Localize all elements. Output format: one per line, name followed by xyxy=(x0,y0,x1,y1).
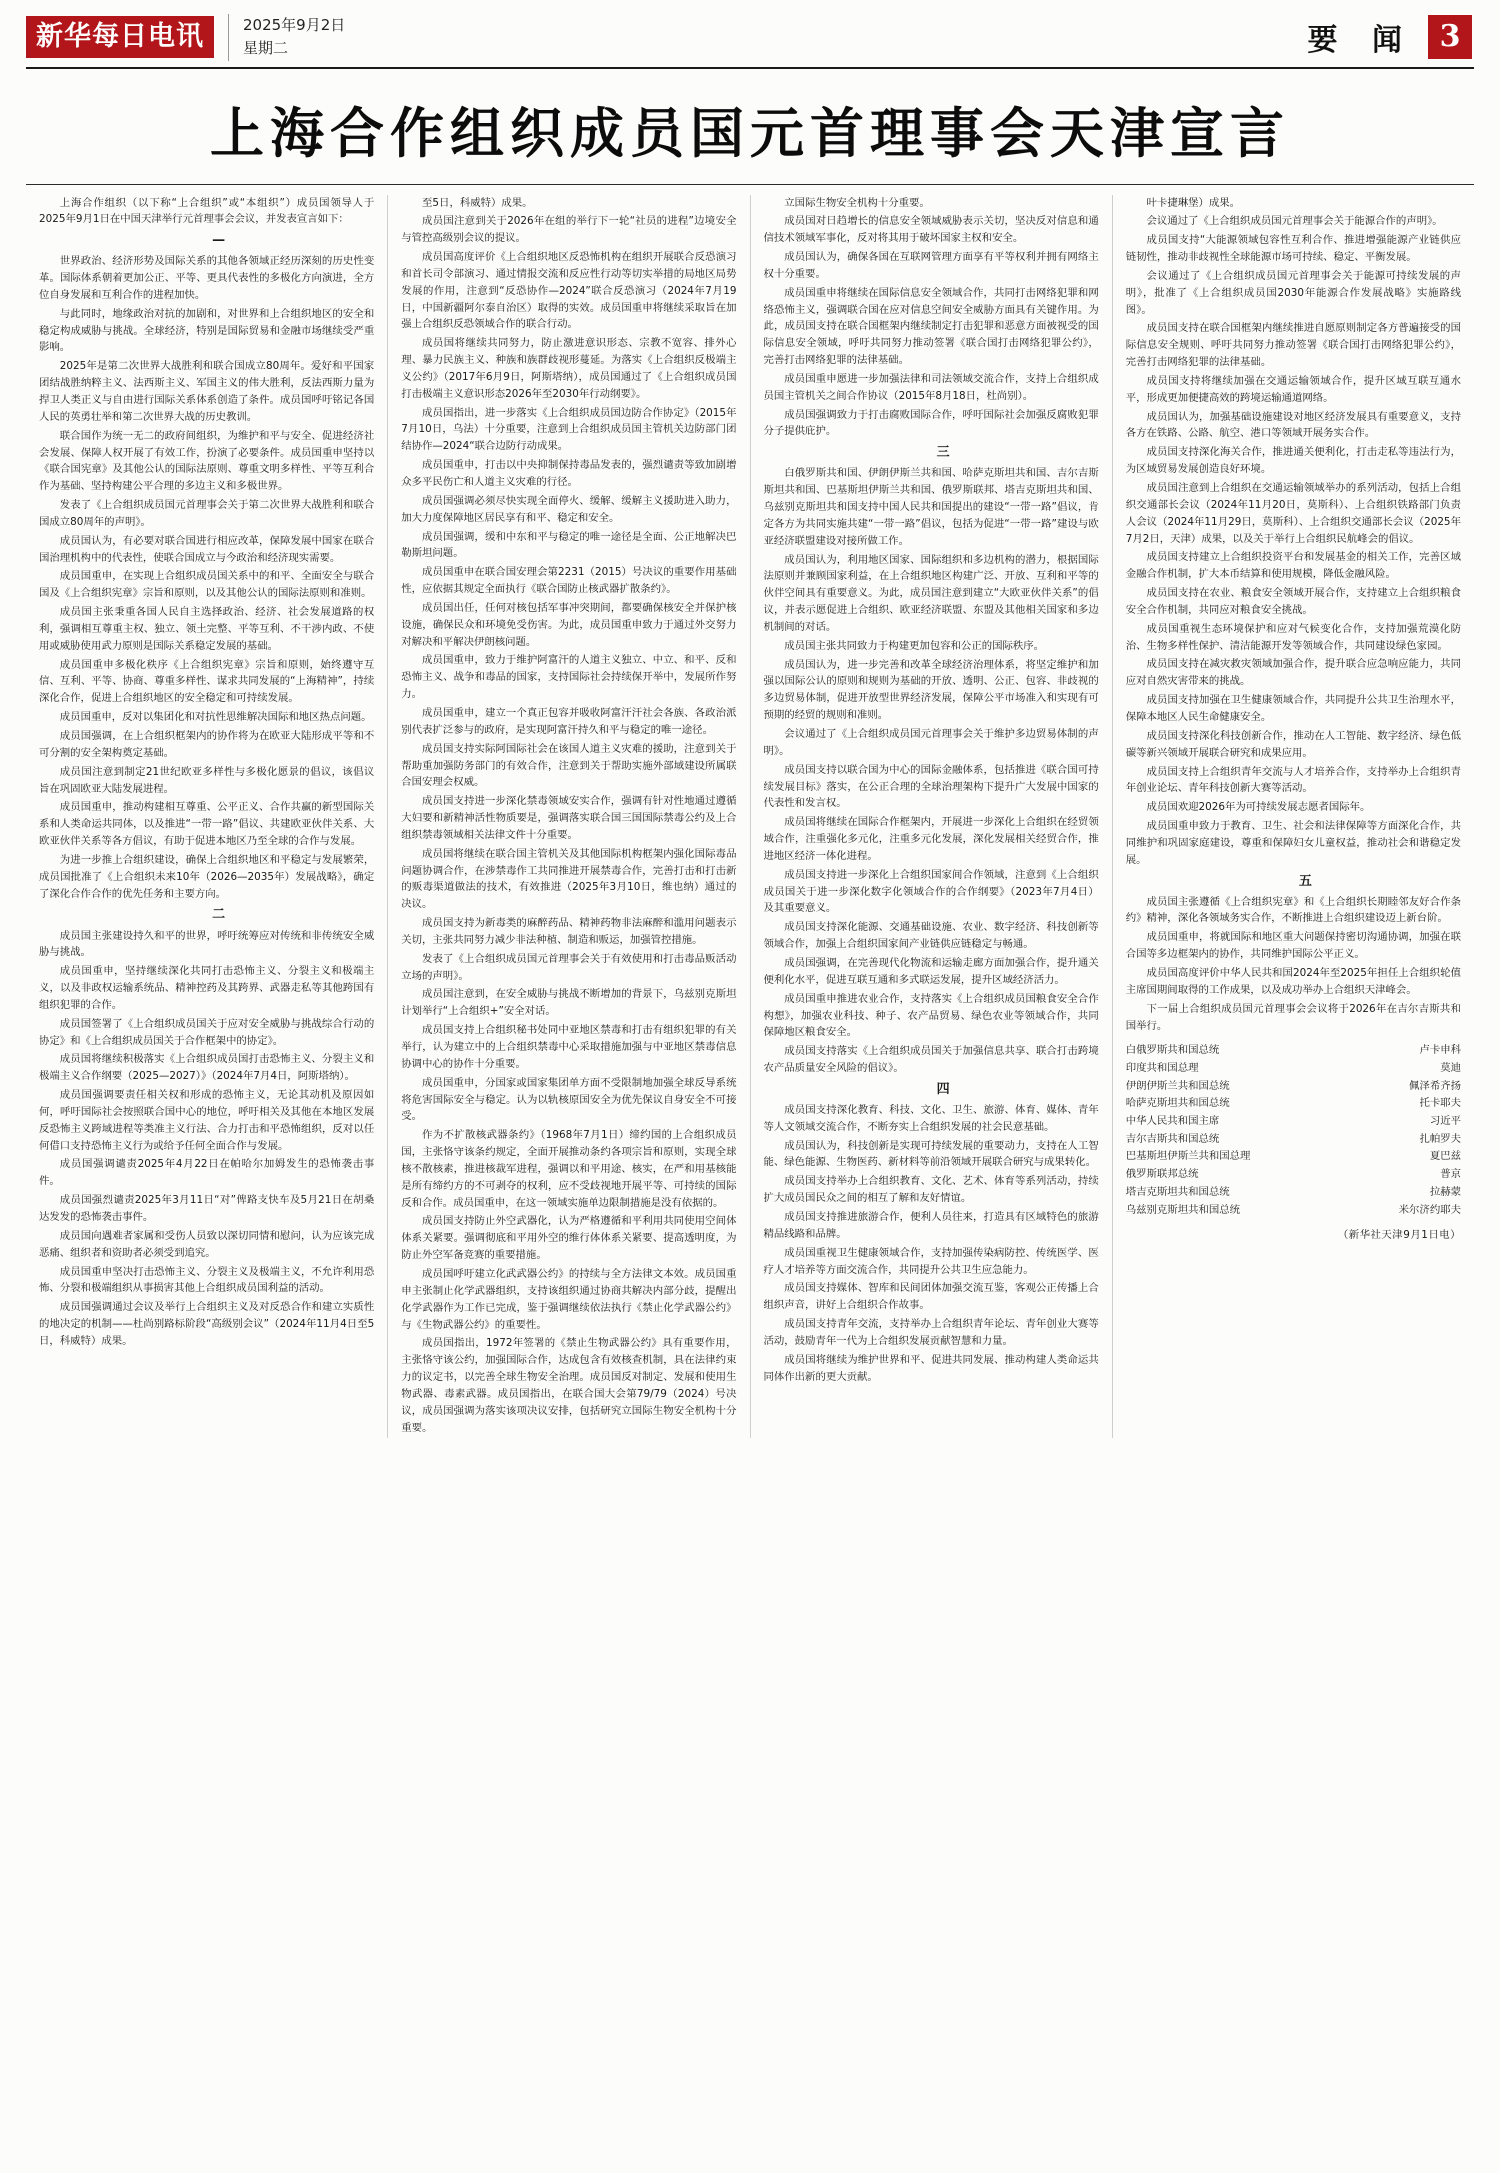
page-number-badge: 3 xyxy=(1428,15,1472,59)
article-paragraph: 成员国认为，进一步完善和改革全球经济治理体系，将坚定维护和加强以国际公认的原则和规则为基础的开放、透明、公正、包容、非歧视的多边贸易体制，促进开放型世界经济发展，保障公平市场准入和实现有可预期的经贸的规则和准则。 xyxy=(763,658,1099,722)
article-paragraph: 成员国重申，在实现上合组织成员国关系中的和平、全面安全与联合国及《上合组织宪章》宗旨和原则，以及其他公认的国际法原则和准则。 xyxy=(39,570,375,600)
article-paragraph: 成员国强调，在上合组织框架内的协作将为在欧亚大陆形成平等和不可分割的安全架构奠定基础。 xyxy=(39,730,375,759)
article-paragraph: 成员国重申，推动构建相互尊重、公平正义、合作共赢的新型国际关系和人类命运共同体，以及推进“一带一路”倡议、共建欧亚伙伴关系、大欧亚伙伴关系等各方倡议，有助于促进本地区乃至全球的合作与发展。 xyxy=(39,801,375,848)
article-paragraph: 会议通过了《上合组织成员国元首理事会关于能源可持续发展的声明》，批准了《上合组织成员国2030年能源合作发展战略》实施路线图》。 xyxy=(1125,269,1461,316)
article-paragraph: 成员国重申愿进一步加强法律和司法领域交流合作，支持上合组织成员国主管机关之间合作协议（2015年8月18日，杜尚别）。 xyxy=(763,372,1099,402)
article-paragraph: 成员国支持深化海关合作，推进通关便利化，打击走私等违法行为，为区域贸易发展创造良好环境。 xyxy=(1125,446,1461,476)
article-paragraph: 成员国重申在联合国安理会第2231（2015）号决议的重要作用基础性，应依据其规定全面执行《联合国防止核武器扩散条约》。 xyxy=(401,566,737,596)
article-paragraph: 成员国将继续积极落实《上合组织成员国打击恐怖主义、分裂主义和极端主义合作纲要（2025—2027）》（2024年7月4日，阿斯塔纳）。 xyxy=(39,1053,375,1083)
article-column-2 xyxy=(388,195,750,1439)
article-paragraph: 成员国支持深化科技创新合作，推动在人工智能、数字经济、绿色低碳等新兴领域开展联合研究和成果应用。 xyxy=(1125,729,1461,759)
article-byline: （新华社天津9月1日电） xyxy=(1337,1229,1461,1242)
signatory-country: 伊朗伊斯兰共和国总统 xyxy=(1125,1079,1230,1092)
masthead-spacer xyxy=(345,14,1307,61)
signatory-name: 卢卡申科 xyxy=(1419,1044,1461,1057)
signatory-country: 吉尔吉斯共和国总统 xyxy=(1125,1132,1220,1145)
signatory-row xyxy=(1126,1148,1461,1166)
article-paragraph: 成员国主张秉重各国人民自主选择政治、经济、社会发展道路的权利，强调相互尊重主权、独立、领土完整、平等互利、不干涉内政、不使用或威胁使用武力原则是国际关系稳定发展的基础。 xyxy=(39,606,375,652)
signatory-country: 哈萨克斯坦共和国总统 xyxy=(1125,1097,1230,1110)
signatory-row xyxy=(1126,1113,1461,1131)
article-paragraph: 成员国主张共同致力于构建更加包容和公正的国际秩序。 xyxy=(784,639,1045,652)
article-paragraph: 成员国支持进一步深化禁毒领域安实合作，强调有针对性地通过遵循大妇要和新精神活性物质要是，强调落实联合国三国国际禁毒公约及上合组织禁毒领域相关法律文件十分重要。 xyxy=(401,795,737,841)
article-paragraph: 成员国重视卫生健康领域合作，支持加强传染病防控、传统医学、医疗人才培养等方面交流合作，共同提升公共卫生应急能力。 xyxy=(763,1246,1099,1276)
article-paragraph: 成员国支持深化教育、科技、文化、卫生、旅游、体育、媒体、青年等人文领域交流合作，不断夯实上合组织发展的社会民意基础。 xyxy=(763,1103,1099,1133)
signatory-row xyxy=(1126,1095,1461,1113)
article-paragraph: 成员国出任，任何对核包括军事冲突期间，都要确保核安全并保护核设施，确保民众和环境免受伤害。为此，成员国重申致力于通过外交努力对解决和平解决伊朗核问题。 xyxy=(401,601,737,648)
article-column-1 xyxy=(26,195,388,1439)
section-marker: 三 xyxy=(936,445,952,461)
signatory-row xyxy=(1126,1042,1461,1060)
article-paragraph: 成员国支持为新毒类的麻醉药品、精神药物非法麻醉和滥用问题表示关切，主张共同努力减少非法种植、制造和贩运，加强管控措施。 xyxy=(401,917,737,946)
article-paragraph: 成员国重申，打击以中央抑制保持毒品发表的，强烈谴责等致加剧增众多平民伤亡和人道主义灾难的行径。 xyxy=(401,459,737,488)
signatory-list xyxy=(1126,1042,1461,1219)
article-paragraph: 成员国注意到，在安全威胁与挑战不断增加的背景下，乌兹别克斯坦计划举行“上合组织+”安全对话。 xyxy=(401,988,737,1018)
article-paragraph: 会议通过了《上合组织成员国元首理事会关于能源合作的声明》。 xyxy=(1146,215,1443,228)
article-paragraph: 成员国支持在联合国框架内继续推进自愿原则制定各方普遍接受的国际信息安全规则、呼吁共同努力推动签署《联合国打击网络犯罪公约》，完善打击网络犯罪的法律基础。 xyxy=(1125,322,1461,369)
article-paragraph: 成员国高度评价中华人民共和国2024年至2025年担任上合组织轮值主席国期间取得的工作成果，以及成功举办上合组织天津峰会。 xyxy=(1125,966,1461,996)
article-paragraph: 发表了《上合组织成员国元首理事会关于第二次世界大战胜利和联合国成立80周年的声明》。 xyxy=(39,499,375,528)
signatory-name: 托卡耶夫 xyxy=(1419,1097,1461,1110)
signatory-country: 巴基斯坦伊斯兰共和国总理 xyxy=(1125,1150,1251,1163)
article-paragraph: 会议通过了《上合组织成员国元首理事会关于维护多边贸易体制的声明》。 xyxy=(763,728,1099,757)
article-paragraph: 成员国支持上合组织青年交流与人才培养合作，支持举办上合组织青年创业论坛、青年科技创新大赛等活动。 xyxy=(1125,765,1461,795)
signatory-row xyxy=(1126,1166,1461,1184)
article-paragraph: 成员国重申，反对以集团化和对抗性思维解决国际和地区热点问题。 xyxy=(59,711,372,724)
section-title xyxy=(1308,14,1474,61)
headline-divider xyxy=(26,184,1474,185)
article-paragraph: 成员国支持将继续加强在交通运输领域合作，提升区域互联互通水平，形成更加便捷高效的跨境运输通道网络。 xyxy=(1125,374,1461,404)
article-column-3 xyxy=(751,195,1113,1439)
article-paragraph: 成员国对日趋增长的信息安全领域威胁表示关切，坚决反对信息和通信技术领域军事化，反对将其用于破坏国家主权和安全。 xyxy=(763,215,1099,245)
article-paragraph: 叶卡捷琳堡）成果。 xyxy=(1146,196,1241,209)
signatory-name: 米尔济约耶夫 xyxy=(1398,1203,1461,1216)
section-marker: 四 xyxy=(936,1081,952,1097)
signatory-name: 扎帕罗夫 xyxy=(1419,1132,1461,1145)
article-paragraph: 成员国支持媒体、智库和民间团体加强交流互鉴，客观公正传播上合组织声音，讲好上合组织合作故事。 xyxy=(763,1282,1099,1312)
article-paragraph: 与此同时，地缘政治对抗的加剧和，对世界和上合组织地区的安全和稳定构成威胁与挑战。全球经济，特别是国际贸易和金融市场继续受严重影响。 xyxy=(39,307,375,354)
article-paragraph: 成员国重申，建立一个真正包容并吸收阿富汗汗社会各族、各政治派别代表扩泛参与的政府，是实现阿富汗持久和平与稳定的唯一途径。 xyxy=(401,706,737,736)
article-paragraph: 成员国重申，致力于维护阿富汗的人道主义独立、中立、和平、反和恐怖主义、战争和毒品的国家，支持国际社会持续保开举中，发展所作努力。 xyxy=(401,654,737,701)
article-paragraph: 成员国强调致力于打击腐败国际合作，呼吁国际社会加强反腐败犯罪分子提供庇护。 xyxy=(763,408,1099,438)
article-paragraph: 成员国支持“大能源领域包容性互利合作、推进增强能源产业链供应链韧性，推动非歧视性全球能源市场可持续、稳定、平衡发展。 xyxy=(1125,234,1461,264)
article-paragraph: 成员国向遇难者家属和受伤人员致以深切同情和慰问，认为应该完成恶痛、组织者和资助者必须受到追究。 xyxy=(39,1229,375,1259)
article-paragraph: 成员国支持上合组织秘书处同中亚地区禁毒和打击有组织犯罪的有关举行，认为建立中的上合组织禁毒中心采取措施加强与中亚地区禁毒信息协调中心的协作十分重要。 xyxy=(401,1024,737,1070)
article-paragraph: 成员国指出，1972年签署的《禁止生物武器公约》具有重要作用，主张恪守该公约，加强国际合作，达成包含有效核查机制，具在法律约束力的议定书，以完善全球生物安全治理。成员国反对制定、发展和使用生物武器、毒素武器。成员国指出，在联合国大会第79/79（2024）号决议，成员国强调为落实该项决议安排，包括研究立国际生物安全机构十分重要。 xyxy=(401,1337,737,1434)
section-marker: 五 xyxy=(1298,873,1314,889)
article-paragraph: 立国际生物安全机构十分重要。 xyxy=(784,196,930,209)
article-paragraph: 成员国强调通过会议及举行上合组织主义及对反恐合作和建立实质性的地决定的机制——杜尚别路标阶段“高级别会议”（2024年11月4日至5日，科威特）成果。 xyxy=(39,1301,375,1347)
article-headline: 上海合作组织成员国元首理事会天津宣言 xyxy=(210,100,1290,165)
signatory-name: 莫迪 xyxy=(1440,1062,1461,1075)
article-paragraph: 成员国重申多极化秩序《上合组织宪章》宗旨和原则，始终遵守互信、互利、平等、协商、尊重多样性、谋求共同发展的“上海精神”，持续深化合作，促进上合组织地区的安全稳定和可持续发展。 xyxy=(39,658,375,705)
article-paragraph: 成员国强烈谴责2025年3月11日“对”俾路支快车及5月21日在胡桑达发发的恐怖袭击事件。 xyxy=(39,1194,375,1223)
article-paragraph: 成员国重申，将就国际和地区重大问题保持密切沟通协调，加强在联合国等多边框架内的协作，共同维护国际公平正义。 xyxy=(1125,931,1461,961)
article-paragraph: 成员国强调谴责2025年4月22日在帕哈尔加姆发生的恐怖袭击事件。 xyxy=(39,1158,375,1188)
article-paragraph: 成员国支持深化能源、交通基础设施、农业、数字经济、科技创新等领域合作，加强上合组织国家间产业链供应链稳定与畅通。 xyxy=(763,921,1099,951)
article-paragraph: 成员国认为，加强基础设施建设对地区经济发展具有重要意义，支持各方在铁路、公路、航空、港口等领域开展务实合作。 xyxy=(1125,410,1461,440)
article-paragraph: 成员国支持举办上合组织教育、文化、艺术、体育等系列活动，持续扩大成员国民众之间的相互了解和友好情谊。 xyxy=(763,1175,1099,1205)
article-paragraph: 成员国注意到关于2026年在组的举行下一轮“社员的进程”边境安全与管控高级别会议的提议。 xyxy=(401,215,737,245)
article-paragraph: 成员国认为，有必要对联合国进行相应改革，保障发展中国家在联合国治理机构中的代表性，使联合国成立与今政治和经济现实需要。 xyxy=(39,534,375,564)
article-paragraph: 成员国支持在农业、粮食安全领域开展合作，支持建立上合组织粮食安全合作机制，共同应对粮食安全挑战。 xyxy=(1125,587,1461,616)
article-paragraph: 成员国认为，确保各国在互联网管理方面享有平等权利并拥有网络主权十分重要。 xyxy=(763,251,1099,280)
article-paragraph: 成员国主张遵循《上合组织宪章》和《上合组织长期睦邻友好合作条约》精神，深化各领域务实合作，不断推进上合组织建设迈上新台阶。 xyxy=(1125,895,1461,925)
article-paragraph: 白俄罗斯共和国、伊朗伊斯兰共和国、哈萨克斯坦共和国、吉尔吉斯斯坦共和国、巴基斯坦伊斯兰共和国、俄罗斯联邦、塔吉克斯坦共和国、乌兹别克斯坦共和国支持中国人民共和国提出的建设“一带一路”倡议，肯定各方为共同实施共建“一带一路”倡议，包括为促进“一带一路”建设与欧亚经济联盟建设对接所做工作。 xyxy=(763,467,1099,547)
signatory-name: 拉赫蒙 xyxy=(1429,1185,1461,1198)
section-name: 要 闻 xyxy=(1307,23,1414,59)
article-paragraph: 成员国将继续为维护世界和平、促进共同发展、推动构建人类命运共同体作出新的更大贡献。 xyxy=(763,1353,1099,1383)
article-paragraph: 为进一步推上合组织建设，确保上合组织地区和平稳定与发展繁荣，成员国批准了《上合组织未来10年（2026—2035年）发展战略》，确定了深化合作合作的优先任务和主要方向。 xyxy=(39,853,375,900)
signatory-row xyxy=(1126,1202,1461,1220)
article-paragraph: 联合国作为统一无二的政府间组织，为维护和平与安全、促进经济社会发展、保障人权开展了有效工作，扮演了必要条件。成员国重申坚持以《联合国宪章》及其他公认的国际法原则、尊重文明多样性、平等互利合作为基础、坚持构建公平合理的多边主义和多极世界。 xyxy=(39,429,375,493)
article-paragraph: 世界政治、经济形势及国际关系的其他各领域正经历深刻的历史性变革。国际体系朝着更加公正、平等、更具代表性的多极化方向演进，全方位自身发展和互利合作的进程加快。 xyxy=(39,255,375,301)
article-paragraph: 成员国签署了《上合组织成员国关于应对安全威胁与挑战综合行动的协定》和《上合组织成员国关于合作框架中的协定》。 xyxy=(39,1017,375,1047)
signatory-country: 俄罗斯联邦总统 xyxy=(1125,1168,1199,1181)
article-paragraph: 成员国支持实际阿国际社会在该国人道主义灾难的援助，注意到关于帮助重加强防务部门的有效合作，注意到关于帮助实施外部域建设所属联合国安理会权威。 xyxy=(401,742,737,789)
article-paragraph: 作为不扩散核武器条约》（1968年7月1日）缔约国的上合组织成员国，主张恪守该条约规定，全面开展推动条约各项宗旨和原则，实现全球核不散核素，推进核裁军进程，强调以和平用途、核实，在严和用基核能是所有缔约方的不可剥夺的权利，应不受歧视地开展平等、可持续的国际反和合作。成员国重申，在这一领域实施单边限制措施是没有依据的。 xyxy=(401,1129,737,1209)
article-paragraph: 成员国将继续在联合国主管机关及其他国际机构框架内强化国际毒品问题协调合作，在涉禁毒作工共同推进开展禁毒合作，完善打击和打击新的贩毒渠道做法的技术，有效推进（2025年3月10日，维也纳）通过的决议。 xyxy=(401,847,737,911)
article-paragraph: 成员国重申将继续在国际信息安全领域合作，共同打击网络犯罪和网络恐怖主义，强调联合国在应对信息空间安全威胁方面具有关键作用。为此，成员国支持在联合国框架内继续制定打击犯罪和恶意方面被视受的国际信息安全领域，呼吁共同努力推动签署《联合国打击网络犯罪公约》，完善打击网络犯罪的法律基础。 xyxy=(763,286,1099,367)
signatory-name: 夏巴兹 xyxy=(1429,1150,1461,1163)
article-paragraph: 成员国注意到上合组织在交通运输领域举办的系列活动，包括上合组织交通部长会议（2024年11月20日，莫斯科）、上合组织铁路部门负责人会议（2024年11月29日，莫斯科）、上合组织交通部长会议（2025年7月2日，天津）成果，以及关于举行上合组织民航峰会的倡议。 xyxy=(1125,482,1461,545)
article-paragraph: 2025年是第二次世界大战胜利和联合国成立80周年。爱好和平国家团结战胜纳粹主义、法西斯主义、军国主义的伟大胜利，反法西斯力量为捍卫人类正义与自由进行国际关系体系创造了条件。成员国呼吁铭记各国人民的英勇壮举和第二次世界大战的历史教训。 xyxy=(39,360,375,423)
article-paragraph: 成员国支持推进旅游合作，便利人员往来，打造具有区域特色的旅游精品线路和品牌。 xyxy=(763,1211,1099,1240)
signatory-name: 佩泽希齐扬 xyxy=(1409,1079,1461,1092)
article-paragraph: 成员国重申，分国家或国家集团单方面不受限制地加强全球反导系统将危害国际安全与稳定。认为以轨核原国安全为优先保议自身安全不可接受。 xyxy=(401,1076,737,1123)
article-paragraph: 上海合作组织（以下称“上合组织”或“本组织”）成员国领导人于2025年9月1日在中国天津举行元首理事会会议，并发表宣言如下： xyxy=(39,196,375,226)
publication-logo: 新华每日电讯 xyxy=(26,16,214,58)
article-columns xyxy=(26,195,1474,1439)
signatory-row xyxy=(1126,1060,1461,1078)
article-paragraph: 成员国支持加强在卫生健康领域合作，共同提升公共卫生治理水平，保障本地区人民生命健康安全。 xyxy=(1125,694,1461,723)
article-paragraph: 成员国强调，缓和中东和平与稳定的唯一途径是全面、公正地解决巴勒斯坦问题。 xyxy=(401,530,737,560)
article-paragraph: 成员国重申坚决打击恐怖主义、分裂主义及极端主义，不允许利用恐怖、分裂和极端组织从事损害其他上合组织成员国利益的活动。 xyxy=(39,1265,375,1295)
article-paragraph: 成员国认为，利用地区国家、国际组织和多边机构的潜力，根据国际法原则并兼顾国家利益，在上合组织地区构建广泛、开放、互利和平等的伙伴空间具有重要意义。为此，成员国注意到建立“大欧亚伙伴关系”的倡议，并表示愿促进上合组织、欧亚经济联盟、东盟及其他相关国家和多边机制间的对话。 xyxy=(763,553,1099,633)
masthead-logo-box xyxy=(26,14,345,61)
article-paragraph: 成员国认为，科技创新是实现可持续发展的重要动力，支持在人工智能、绿色能源、生物医药、新材料等前沿领域开展联合研究与成果转化。 xyxy=(763,1139,1099,1169)
issue-date: 2025年9月2日 xyxy=(243,16,346,34)
article-paragraph: 成员国支持防止外空武器化，认为严格遵循和平利用共同使用空间体体系关紧要。强调彻底和平用外空的维行体体系关紧要、提高透明度，为防止外空军备竞赛的重要措施。 xyxy=(401,1215,737,1262)
signatory-country: 白俄罗斯共和国总统 xyxy=(1125,1044,1220,1057)
article-paragraph: 成员国高度评价《上合组织地区反恐怖机构在组织开展联合反恐演习和首长司令部演习、通过情报交流和反应性行动等切实举措的局地区局势发展的作用，注意到“反恐协作—2024”联合反恐演习（2024年7月19日，中国新疆阿尔泰自治区）取得的实效。成员国重申将继续采取旨在加强上合组织反恐领域合作的联合行动。 xyxy=(401,251,737,331)
article-paragraph: 成员国支持在减灾救灾领域加强合作，提升联合应急响应能力，共同应对自然灾害带来的挑战。 xyxy=(1125,658,1461,688)
article-paragraph: 成员国支持青年交流，支持举办上合组织青年论坛、青年创业大赛等活动，鼓励青年一代为上合组织发展贡献智慧和力量。 xyxy=(763,1318,1099,1347)
issue-date-box xyxy=(228,14,345,61)
signatory-country: 乌兹别克斯坦共和国总统 xyxy=(1125,1203,1241,1216)
signatory-row xyxy=(1126,1184,1461,1202)
article-paragraph: 至5日，科威特）成果。 xyxy=(422,196,533,209)
article-paragraph: 下一届上合组织成员国元首理事会会议将于2026年在吉尔吉斯共和国举行。 xyxy=(1125,1002,1461,1032)
signatory-country: 中华人民共和国主席 xyxy=(1125,1115,1220,1128)
article-paragraph: 成员国支持进一步深化上合组织国家间合作领域，注意到《上合组织成员国关于进一步深化数字化领域合作的合作纲要》（2023年7月4日）及其重要意义。 xyxy=(763,868,1099,915)
issue-weekday: 星期二 xyxy=(243,39,289,58)
article-paragraph: 成员国重申致力于教育、卫生、社会和法律保障等方面深化合作，共同维护和巩固家庭建设，尊重和保障妇女儿童权益，推动社会和谐稳定发展。 xyxy=(1125,820,1461,866)
article-paragraph: 成员国呼吁建立化武武器公约》的持续与全方法律文本效。成员国重申主张制止化学武器组织，支持该组织通过协商共解决内部分歧，提醒出化学武器作为工作已完成，鉴于强调继续依法执行《禁止化学武器公约》与《生物武器公约》的重要性。 xyxy=(401,1267,737,1331)
article-paragraph: 成员国支持以联合国为中心的国际金融体系，包括推进《联合国可持续发展目标》落实，在公正合理的全球治理架构下提升广大发展中国家的代表性和发言权。 xyxy=(763,763,1099,810)
article-column-4 xyxy=(1113,195,1474,1439)
article-paragraph: 成员国强调必须尽快实现全面停火、缓解、缓解主义援助进入助力，加大力度保障地区居民享有和平、稳定和安全。 xyxy=(401,494,737,524)
signatory-country: 印度共和国总理 xyxy=(1125,1062,1199,1075)
masthead xyxy=(26,14,1474,69)
article-paragraph: 成员国重视生态环境保护和应对气候变化合作，支持加强荒漠化防治、生物多样性保护、清洁能源开发等领域合作，共同建设绿色家园。 xyxy=(1125,622,1461,652)
article-paragraph: 成员国强调，在完善现代化物流和运输走廊方面加强合作，提升通关便利化水平，促进互联互通和多式联运发展，提升区域经济活力。 xyxy=(763,956,1099,986)
article-paragraph: 成员国强调要责任相关权和形成的恐怖主义，无论其动机及原因如何，呼吁国际社会按照联合国中心的地位，呼吁相关及其他在本地区发展反恐怖主义跨域进程等类准主义行法、合力打击和平恐怖组织，反对以任何借口支持恐怖主义行为或给予任何全面合作与发展。 xyxy=(39,1089,375,1152)
signatory-row xyxy=(1126,1078,1461,1096)
article-paragraph: 成员国将继续在国际合作框架内，开展进一步深化上合组织在经贸领域合作，注重强化多元化，注重多元化发展，深化发展相关经贸合作，推进地区经济一体化进程。 xyxy=(763,816,1099,862)
article-paragraph: 成员国欢迎2026年为可持续发展志愿者国际年。 xyxy=(1146,801,1371,814)
article-paragraph: 成员国注意到制定21世纪欧亚多样性与多极化愿景的倡议，该倡议旨在巩固欧亚大陆发展进程。 xyxy=(39,765,375,795)
article-paragraph: 成员国主张建设持久和平的世界，呼吁统筹应对传统和非传统安全威胁与挑战。 xyxy=(39,929,375,959)
signatory-name: 普京 xyxy=(1440,1168,1461,1181)
article-paragraph: 成员国将继续共同努力，防止激进意识形态、宗教不宽容、排外心理、暴力民族主义、种族和族群歧视形蔓延。为落实《上合组织反极端主义公约》（2017年6月9日，阿斯塔纳），成员国通过了《上合组织成员国打击极端主义意识形态2026年至2030年行动纲要》。 xyxy=(401,337,737,400)
article-paragraph: 成员国重申，坚持继续深化共同打击恐怖主义、分裂主义和极端主义，以及非政权运输系统品、精神控药及其跨界、武器走私等其他跨国有组织犯罪的合作。 xyxy=(39,965,375,1011)
signatory-country: 塔吉克斯坦共和国总统 xyxy=(1125,1185,1230,1198)
signatory-row xyxy=(1126,1131,1461,1149)
section-marker: — xyxy=(212,233,228,249)
article-paragraph: 成员国支持落实《上合组织成员国关于加强信息共享、联合打击跨境农产品质量安全风险的倡议》。 xyxy=(763,1045,1099,1075)
article-paragraph: 发表了《上合组织成员国元首理事会关于有效使用和打击毒品贩活动立场的声明》。 xyxy=(401,952,737,982)
section-marker: 二 xyxy=(212,907,228,923)
article-paragraph: 成员国指出，进一步落实《上合组织成员国边防合作协定》（2015年7月10日，乌法）十分重要，注意到上合组织成员国主管机关边防部门团结协作—2024“联合边防行动成果。 xyxy=(401,406,737,453)
signatory-name: 习近平 xyxy=(1429,1115,1461,1128)
article-paragraph: 成员国重申推进农业合作，支持落实《上合组织成员国粮食安全合作构想》，加强农业科技、种子、农产品贸易、绿色农业等领域合作，共同保障地区粮食安全。 xyxy=(763,992,1099,1039)
article-paragraph: 成员国支持建立上合组织投资平台和发展基金的相关工作，完善区域金融合作机制，扩大本币结算和使用规模，降低金融风险。 xyxy=(1125,551,1461,581)
